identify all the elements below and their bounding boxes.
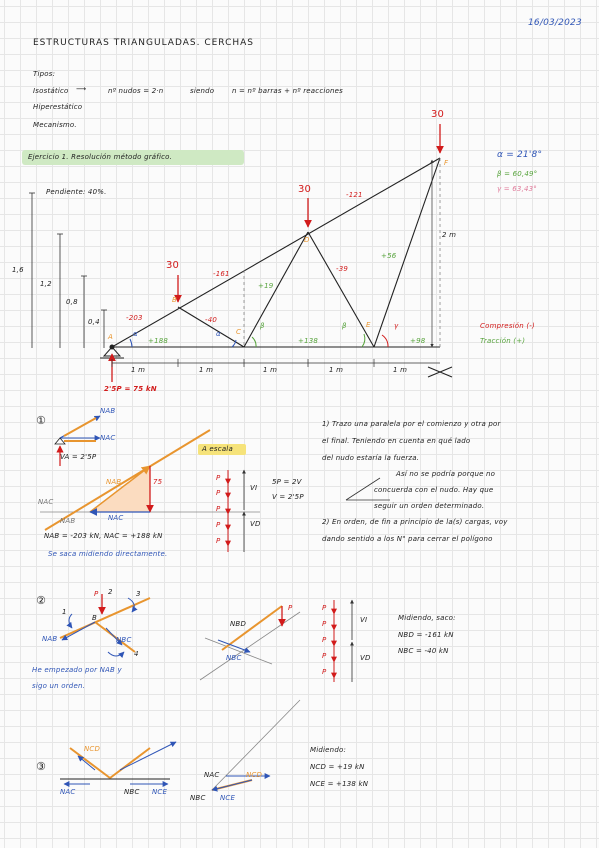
node-e: E [366,321,371,329]
node-a: A [108,333,113,341]
p2-note1: He empezado por NAB y [32,666,122,674]
force-cd: +19 [258,282,274,290]
part2-number: ② [36,594,47,607]
p2-n4: 4 [134,650,139,658]
p2-pl4: P [322,652,327,660]
truss-alpha-1: α [133,330,138,338]
p1-p4: P [216,521,221,529]
p2-nab: NAB [42,635,58,643]
date: 16/03/2023 [528,18,582,28]
truss-gamma: γ [394,322,399,330]
force-ac: +188 [148,337,169,345]
node-f: F [444,159,449,167]
force-bd: -161 [213,270,230,278]
tipo-hiperestatico: Hiperestático [33,103,83,111]
iso-siendo: siendo [190,87,215,95]
p2-vi: VI [360,616,368,624]
legend-traction: Tracción (+) [480,337,526,345]
p3-r2: NCE = +138 kN [310,780,369,788]
span-2: 1 m [199,366,214,374]
span-3: 1 m [263,366,278,374]
p2-note2: sigo un orden. [32,682,86,690]
p1-note-7: dando sentido a los N" para cerrar el polígono [322,535,493,543]
p2-nbc: NBC [116,636,132,644]
p2-nbc2: NBC [226,654,242,662]
angle-beta: β = 60,49° [497,170,538,178]
span-5: 1 m [393,366,408,374]
part1-number: ① [36,414,47,427]
force-ab: -203 [126,314,143,322]
force-ef: +56 [381,252,397,260]
p2-r1: NBD = -161 kN [398,631,454,639]
iso-definition: n = nº barras + nº reacciones [232,87,344,95]
p1-nab: NAB [100,407,116,415]
load-b: 30 [166,260,180,271]
p3-nbc: NBC [124,788,140,796]
load-f: 30 [431,109,445,120]
p3-nce2: NCE [220,794,236,802]
p1-va: VA = 2'5P [60,453,97,461]
p1-note-4: concuerda con el nudo. Hay que [374,486,494,494]
span-1: 1 m [131,366,146,374]
p2-pl3: P [322,636,327,644]
p1-note-6: 2) En orden, de fin a principio de la(s) cargas, voy [322,518,508,526]
node-d: D [304,236,310,244]
force-df: -121 [346,191,363,199]
p1-p3: P [216,505,221,513]
truss-alpha-2: α [216,330,221,338]
part3-node-diagram [60,742,176,784]
p1-note-2: del nudo estaría la fuerza. [322,454,420,462]
height-1: 1,6 [12,266,24,274]
p2-n1: 1 [62,608,67,616]
p3-nce: NCE [152,788,168,796]
arrow-glyph: ⟶ [76,85,87,93]
force-ce: +138 [298,337,319,345]
p1-nac: NAC [100,434,116,442]
tipo-isostatico: Isostático [33,87,69,95]
member-bc [178,307,244,347]
force-bc: -40 [205,316,218,324]
p2-b: B [92,614,98,622]
height-3: 0,8 [66,298,78,306]
truss-beta-1: β [260,322,265,330]
p1-nac-scaled: NAC [108,514,124,522]
node-c: C [236,328,242,336]
part3-number: ③ [36,760,47,773]
p1-note-5: seguir un orden determinado. [374,502,485,510]
p1-vi: VI [250,484,258,492]
p3-nbc2: NBC [190,794,206,802]
reaction-a: 2'5P = 75 kN [104,385,157,393]
pendiente-label: Pendiente: 40%. [46,188,107,196]
part2-force-polygon [200,600,352,682]
exercise-title: Ejercicio 1. Resolución método gráfico. [28,153,173,161]
p1-result: NAB = -203 kN, NAC = +188 kN [44,532,163,540]
angle-gamma: γ = 63,43° [497,185,537,193]
p1-vd: VD [250,520,261,528]
p1-eq1: 5P = 2V [272,478,302,486]
p2-r2: NBC = -40 kN [398,647,449,655]
part2-node-diagram [60,588,150,656]
node-b: B [172,296,178,304]
tipo-mecanismo: Mecanismo. [33,121,77,129]
p1-p5: P [216,537,221,545]
p2-p: P [94,590,99,598]
p2-pl1: P [322,604,327,612]
p3-ncd2: NCD [246,771,263,779]
member-cd [244,232,308,347]
truss-beta-2: β [342,322,347,330]
tipos-heading: Tipos: [33,70,56,78]
p2-pl5: P [322,668,327,676]
member-de [308,232,374,347]
p3-nac2: NAC [204,771,220,779]
p1-note-0: 1) Trazo una paralela por el comienzo y otra por [322,420,501,428]
p1-nab-scaled: NAB [106,478,122,486]
p3-nac: NAC [60,788,76,796]
load-d: 30 [298,184,312,195]
p1-result-note: Se saca midiendo directamente. [48,550,168,558]
page-title: ESTRUCTURAS TRIANGULADAS. CERCHAS [33,38,255,48]
p1-p2: P [216,489,221,497]
iso-relation: nº nudos = 2·n [108,87,164,95]
p1-nac-left: NAC [38,498,54,506]
p2-measure: Midiendo, saco: [398,614,456,622]
p1-p1: P [216,474,221,482]
force-eg: +98 [410,337,426,345]
height-2: 1,2 [40,280,52,288]
p1-note-3: Así no se podría porque no [396,470,496,478]
legend-compression: Compresión (-) [480,322,535,330]
p3-r1: NCD = +19 kN [310,763,365,771]
p1-seventyfive: 75 [153,478,163,486]
span-4: 1 m [329,366,344,374]
p3-ncd: NCD [84,745,101,753]
p2-nbd: NBD [230,620,247,628]
angle-alpha: α = 21'8° [497,150,543,160]
height-2m: 2 m [442,231,457,239]
p2-pl2: P [322,620,327,628]
force-de: -39 [336,265,349,273]
p2-vd: VD [360,654,371,662]
p3-measure: Midiendo: [310,746,347,754]
height-4: 0,4 [88,318,100,326]
p1-escala: A escala [202,445,233,453]
p2-p2: P [288,604,293,612]
p2-n3: 3 [136,590,141,598]
p2-n2: 2 [108,588,113,596]
p1-nab-left: NAB [60,517,76,525]
p1-eq2: V = 2'5P [272,493,304,501]
p1-note-1: el final. Teniendo en cuenta en qué lado [322,437,471,445]
